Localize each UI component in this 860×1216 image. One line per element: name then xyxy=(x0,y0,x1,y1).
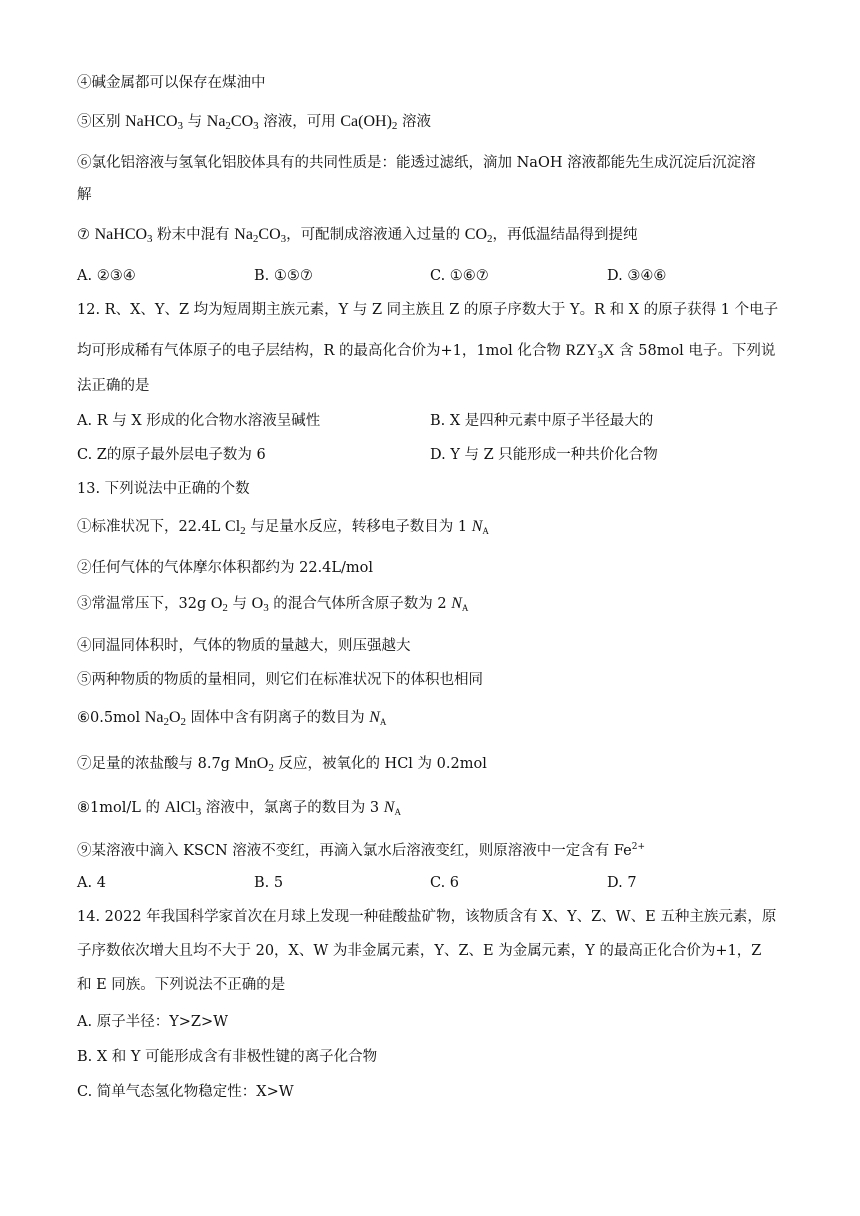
q14-stem-line1: 14. 2022 年我国科学家首次在月球上发现一种硅酸盐矿物，该物质含有 X、Y、Z、W、E 五种主族元素，原 xyxy=(77,909,777,925)
avogadro-symbol: $N_A$ xyxy=(383,799,401,817)
q11-option-c[interactable]: C. ①⑥⑦ xyxy=(430,268,489,284)
q13-statement-7: ⑦足量的浓盐酸与 8.7g MnO$_2$ 反应，被氧化的 HCl 为 0.2mol xyxy=(77,755,487,774)
q13-statement-8: ⑧1mol/L 的 AlCl$_3$ 溶液中，氯离子的数目为 3 $N_A$ xyxy=(77,799,401,818)
avogadro-symbol: $N_A$ xyxy=(471,518,489,536)
formula-o2: $O_2$ xyxy=(210,595,228,614)
q14-option-a[interactable]: A. 原子半径：Y>Z>W xyxy=(77,1014,229,1030)
statement-6-line2: 解 xyxy=(77,187,92,203)
statement-5: ⑤区别 NaHCO$_3$ 与 $Na_2CO_3$ 溶液，可用 $Ca(OH)_2$ 溶液 xyxy=(77,113,432,132)
q13-option-a[interactable]: A. 4 xyxy=(77,875,106,891)
formula-o3: $O_3$ xyxy=(251,595,269,614)
q12-option-a[interactable]: A. R 与 X 形成的化合物水溶液呈碱性 xyxy=(77,413,321,429)
statement-4: ④碱金属都可以保存在煤油中 xyxy=(77,75,266,91)
q12-stem-line3: 法正确的是 xyxy=(77,378,150,394)
q13-option-d[interactable]: D. 7 xyxy=(607,875,637,891)
avogadro-symbol: $N_A$ xyxy=(369,709,387,727)
formula-nahco3: NaHCO$_3$ xyxy=(125,113,184,132)
formula-na2co3: $Na_2CO_3$ xyxy=(234,226,287,245)
formula-cl2: $Cl_2$ xyxy=(225,518,246,537)
formula-mno2: MnO$_2$ xyxy=(234,755,274,774)
q13-statement-1: ①标准状况下，22.4L $Cl_2$ 与足量水反应，转移电子数目为 1 $N_A$ xyxy=(77,518,489,537)
formula-caoh2: $Ca(OH)_2$ xyxy=(340,113,398,132)
q13-statement-5: ⑤两种物质的物质的量相同，则它们在标准状况下的体积也相同 xyxy=(77,672,483,688)
q13-option-b[interactable]: B. 5 xyxy=(254,875,284,891)
q13-statement-4: ④同温同体积时，气体的物质的量越大，则压强越大 xyxy=(77,638,411,654)
statement-6-line1: ⑥氯化铝溶液与氢氧化铝胶体具有的共同性质是：能透过滤纸，滴加 NaOH 溶液都能先生成沉淀后沉淀溶 xyxy=(77,155,756,171)
q14-stem-line3: 和 E 同族。下列说法不正确的是 xyxy=(77,977,286,993)
q11-option-a[interactable]: A. ②③④ xyxy=(77,268,136,284)
q14-option-b[interactable]: B. X 和 Y 可能形成含有非极性键的离子化合物 xyxy=(77,1049,378,1065)
q13-option-c[interactable]: C. 6 xyxy=(430,875,460,891)
charge-superscript: 2+ xyxy=(631,842,646,852)
formula-co2: $CO_2$ xyxy=(464,226,493,245)
q13-stem: 13. 下列说法中正确的个数 xyxy=(77,481,250,497)
q13-statement-3: ③常温常压下，32g $O_2$ 与 $O_3$ 的混合气体所含原子数为 2 $N_A$ xyxy=(77,595,469,614)
formula-nahco3: NaHCO$_3$ xyxy=(94,226,153,245)
q14-stem-line2: 子序数依次增大且均不大于 20，X、W 为非金属元素，Y、Z、E 为金属元素，Y 的最高正化合价为+1，Z xyxy=(77,943,762,959)
q14-option-c[interactable]: C. 简单气态氢化物稳定性：X>W xyxy=(77,1084,294,1100)
q12-stem-line1: 12. R、X、Y、Z 均为短周期主族元素，Y 与 Z 同主族且 Z 的原子序数大于 Y。R 和 X 的原子获得 1 个电子 xyxy=(77,302,779,318)
formula-na2o2: $Na_2O_2$ xyxy=(144,709,187,728)
formula-na2co3: $Na_2CO_3$ xyxy=(206,113,259,132)
formula-alcl3: AlCl$_3$ xyxy=(164,799,202,818)
q11-option-d[interactable]: D. ③④⑥ xyxy=(607,268,667,284)
q12-option-c[interactable]: C. Z的原子最外层电子数为 6 xyxy=(77,447,266,463)
q12-option-b[interactable]: B. X 是四种元素中原子半径最大的 xyxy=(430,413,654,429)
statement-7: ⑦ NaHCO$_3$ 粉末中混有 $Na_2CO_3$，可配制成溶液通入过量的 $CO_2$，再低温结晶得到提纯 xyxy=(77,226,638,245)
formula-rzy3x: $RZY_3X$ xyxy=(565,342,615,361)
q12-option-d[interactable]: D. Y 与 Z 只能形成一种共价化合物 xyxy=(430,447,658,463)
q13-statement-2: ②任何气体的气体摩尔体积都约为 22.4L/mol xyxy=(77,560,374,576)
q13-statement-6: ⑥0.5mol $Na_2O_2$ 固体中含有阴离子的数目为 $N_A$ xyxy=(77,709,387,728)
q11-option-b[interactable]: B. ①⑤⑦ xyxy=(254,268,313,284)
avogadro-symbol: $N_A$ xyxy=(451,595,469,613)
q13-statement-9: ⑨某溶液中滴入 KSCN 溶液不变红，再滴入氯水后溶液变红，则原溶液中一定含有 $Fe^{2+}$ xyxy=(77,842,646,859)
q12-stem-line2: 均可形成稀有气体原子的电子层结构，R 的最高化合价为+1，1mol 化合物 $RZY_3X$ 含 58mol 电子。下列说 xyxy=(77,342,776,361)
